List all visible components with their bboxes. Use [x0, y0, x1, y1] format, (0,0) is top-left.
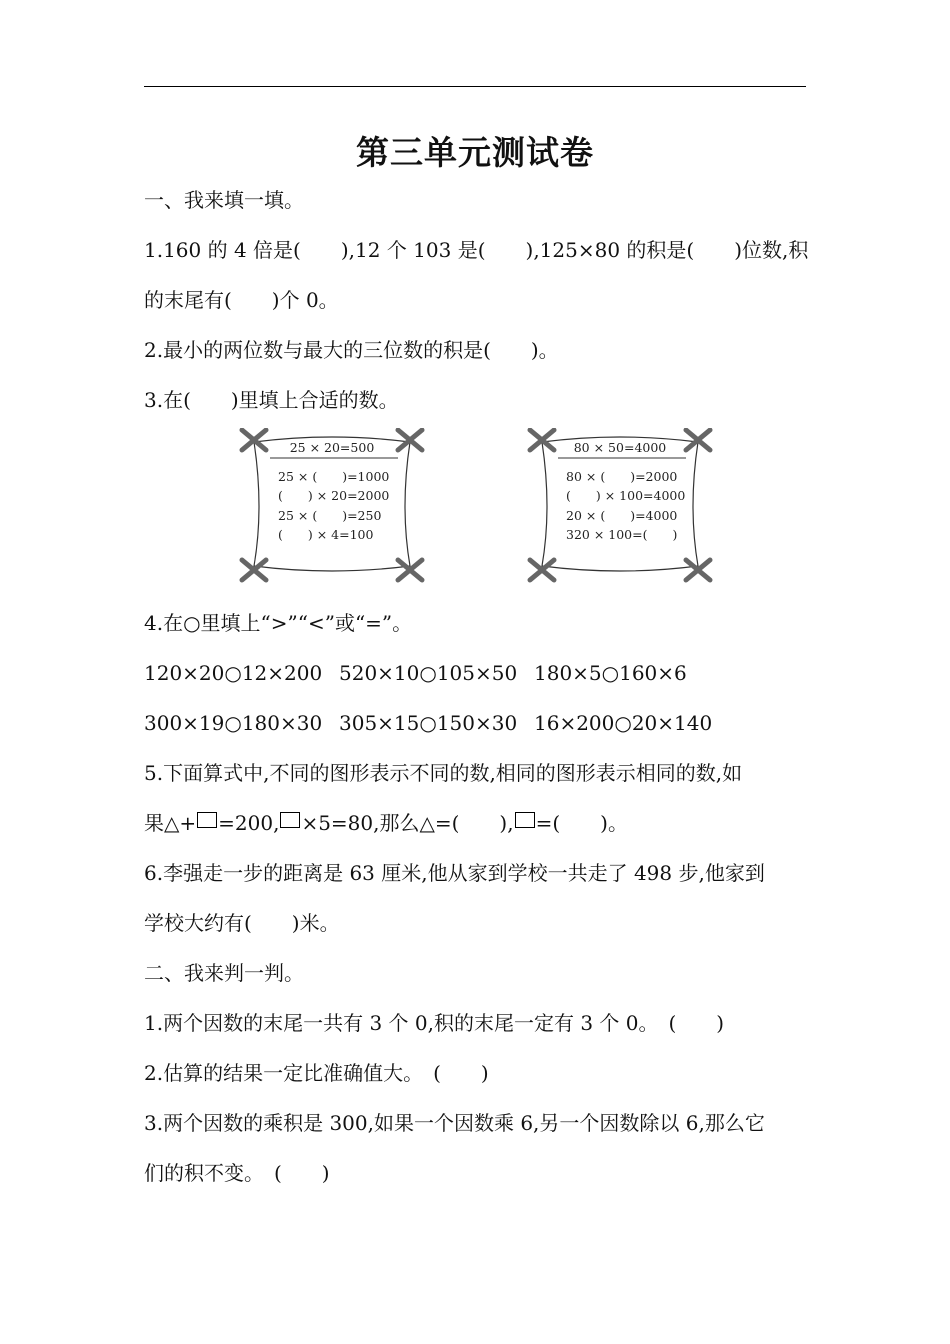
- fig-right-line: 20 × ( )=4000: [566, 508, 678, 523]
- s1-q1-line1: 1.160 的 4 倍是( ),12 个 103 是( ),125×80 的积是( )位数,积: [144, 238, 809, 262]
- compare-item: 520×10○105×50: [339, 661, 518, 685]
- square-shape-icon: [197, 812, 217, 828]
- s1-q1-line2: 的末尾有( )个 0。: [144, 288, 339, 312]
- q5-part: ×5=80,那么△=( ),: [301, 811, 514, 835]
- fig-left-header: 25 × 20=500: [289, 440, 375, 455]
- q5-part: =( )。: [535, 811, 628, 835]
- s2-q3-line1: 3.两个因数的乘积是 300,如果一个因数乘 6,另一个因数除以 6,那么它: [144, 1111, 765, 1135]
- s1-q5-line2: [144, 809, 814, 837]
- q5-part: =200,: [218, 811, 280, 835]
- fig-left-line: 25 × ( )=1000: [278, 469, 390, 484]
- fig-right-line: 80 × ( )=2000: [566, 469, 678, 484]
- fig-left-line: ( ) × 4=100: [278, 527, 374, 542]
- s1-q5-line1: 5.下面算式中,不同的图形表示不同的数,相同的图形表示相同的数,如: [144, 761, 743, 785]
- section1-heading: 一、我来填一填。: [144, 188, 304, 212]
- fig-left-line: 25 × ( )=250: [278, 508, 382, 523]
- s2-q1: 1.两个因数的末尾一共有 3 个 0,积的末尾一定有 3 个 0。 ( ): [144, 1011, 725, 1035]
- s2-q3-line2: 们的积不变。 ( ): [144, 1161, 330, 1185]
- bird-icon-tl: [242, 430, 266, 450]
- bird-icon-tr: [686, 430, 710, 450]
- compare-item: 180×5○160×6: [534, 661, 687, 685]
- s1-q2: 2.最小的两位数与最大的三位数的积是( )。: [144, 338, 559, 362]
- s1-q3: 3.在( )里填上合适的数。: [144, 388, 399, 412]
- section2-heading: 二、我来判一判。: [144, 961, 304, 985]
- figure-left: [232, 428, 432, 586]
- fig-right-header: 80 × 50=4000: [573, 440, 667, 455]
- bird-icon-tr: [398, 430, 422, 450]
- square-shape-icon: [280, 812, 300, 828]
- figure-right: [520, 428, 720, 586]
- s2-q2: 2.估算的结果一定比准确值大。 ( ): [144, 1061, 489, 1085]
- compare-item: 300×19○180×30: [144, 711, 323, 735]
- q5-part: 果△+: [144, 811, 197, 835]
- header-rule: [144, 86, 806, 87]
- square-shape-icon: [515, 812, 535, 828]
- fig-right-line: ( ) × 100=4000: [566, 488, 686, 503]
- s1-q4: 4.在○里填上“>”“<”或“=”。: [144, 611, 413, 635]
- page-title: 第三单元测试卷: [356, 133, 594, 172]
- compare-item: 120×20○12×200: [144, 661, 323, 685]
- fig-right-line: 320 × 100=( ): [566, 527, 678, 542]
- s1-q6-line1: 6.李强走一步的距离是 63 厘米,他从家到学校一共走了 498 步,他家到: [144, 861, 765, 885]
- compare-item: 16×200○20×140: [534, 711, 713, 735]
- compare-item: 305×15○150×30: [339, 711, 518, 735]
- bird-icon-tl: [530, 430, 554, 450]
- s1-q6-line2: 学校大约有( )米。: [144, 911, 340, 935]
- fig-left-line: ( ) × 20=2000: [278, 488, 390, 503]
